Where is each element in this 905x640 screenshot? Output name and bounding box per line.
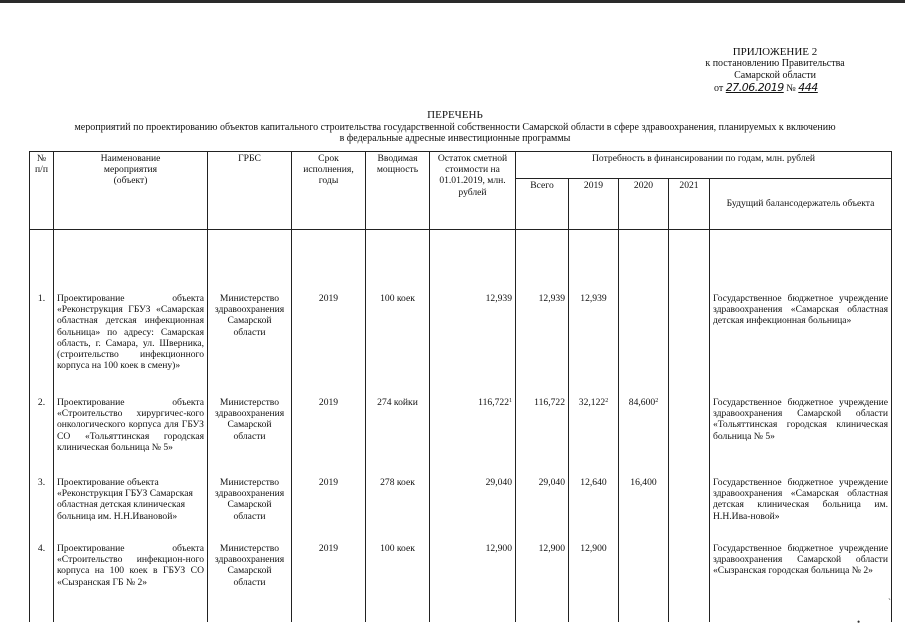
col-header-num: № п/п [30,152,54,230]
row-term: 2019 [292,292,366,396]
col-header-total: Всего [516,179,569,230]
row-remain: 29,040 [430,476,516,542]
col-header-name-2: мероприятия [103,164,158,176]
appendix-date-line [690,82,860,95]
row-2021 [669,542,710,622]
appendix-number-label: № [786,83,796,94]
appendix-from: от [714,83,724,94]
row-num: 4. [30,542,54,622]
row-2020: 16,400 [619,476,669,542]
appendix-line-3: Самарской области [734,70,816,81]
row-capacity: 274 койки [366,396,430,476]
col-header-holder: Будущий балансодержатель объекта [710,179,892,230]
row-capacity: 100 коек [366,542,430,622]
table-row [30,476,892,542]
row-term: 2019 [292,476,366,542]
row-total: 116,722 [516,396,569,476]
col-header-2020: 2020 [619,179,669,230]
row-name: Проектирование объекта «Строительство хирургичес-кого онкологического корпуса для ГБУЗ СО «Тольяттинская городская клиническая больница № 5» [54,396,208,476]
document-title [40,110,870,144]
row-name: Проектирование объекта «Строительство инфекцион-ного корпуса на 100 коек в ГБУЗ СО «Сызранская ГБ № 2» [54,542,208,622]
col-header-term: Срок исполнения, годы [292,152,366,230]
row-num: 3. [30,476,54,542]
col-header-2021: 2021 [669,179,710,230]
row-2020 [619,542,669,622]
col-header-2019: 2019 [569,179,619,230]
table-row [30,292,892,396]
title-line-2: в федеральные адресные инвестиционные программы [339,133,571,144]
row-2021 [669,396,710,476]
row-term: 2019 [292,542,366,622]
row-2019: 12,939 [569,292,619,396]
appendix-date: 27.06.2019 [725,81,784,94]
col-header-name-1: Наименование [100,153,161,164]
scan-top-border [0,0,905,3]
row-capacity: 278 коек [366,476,430,542]
scan-dot: • [857,617,861,627]
row-num: 1. [30,292,54,396]
row-holder: Государственное бюджетное учреждение здравоохранения Самарской области «Тольяттинская городская клиническая больница № 5» [710,396,892,476]
appendix-number: 444 [798,81,818,94]
title-heading: ПЕРЕЧЕНЬ [427,109,483,121]
row-remain: 12,939 [430,292,516,396]
row-holder: Государственное бюджетное учреждение здравоохранения «Самарская областная детская клиническая больница им. Н.Н.Ива-новой» [710,476,892,542]
row-2019: 12,900 [569,542,619,622]
col-header-grbs: ГРБС [208,152,292,230]
row-holder: Государственное бюджетное учреждение здравоохранения Самарской области «Сызранская городская больница № 2» [710,542,892,622]
row-name: Проектирование объекта «Реконструкция ГБУЗ «Самарская областная детская инфекционная больница» по адресу: Самарская область, г. Самара, ул. Шверника, (строительство инфекционного корпуса на 100 коек в смену)» [54,292,208,396]
row-2020 [619,292,669,396]
row-total: 12,939 [516,292,569,396]
row-num: 2. [30,396,54,476]
row-2021 [669,476,710,542]
col-header-need: Потребность в финансировании по годам, млн. рублей [516,152,892,179]
row-grbs: Министерство здравоохранения Самарской области [208,542,292,622]
appendix-block [690,46,860,95]
row-name: Проектирование объекта «Реконструкция ГБУЗ Самарская областная детская клиническая больница им. Н.Н.Ивановой» [54,476,208,542]
appendix-line-2: к постановлению Правительства [705,58,845,69]
table-row [30,542,892,622]
row-term: 2019 [292,396,366,476]
row-2019: 32,122$^2$ [569,396,619,476]
row-remain: 12,900 [430,542,516,622]
row-2019: 12,640 [569,476,619,542]
row-2020: 84,600$^2$ [619,396,669,476]
col-header-capacity: Вводимая мощность [366,152,430,230]
col-header-name [54,152,208,230]
col-header-remain: Остаток сметной стоимости на 01.01.2019, млн. рублей [430,152,516,230]
col-header-name-3: (объект) [113,175,148,187]
row-2021 [669,292,710,396]
table-row [30,396,892,476]
title-line-1: мероприятий по проектированию объектов капитального строительства государственной собственности Самарской области в сфере здравоохранения, планируемых к включению [74,122,836,133]
row-total: 29,040 [516,476,569,542]
table-gap [30,230,892,293]
row-capacity: 100 коек [366,292,430,396]
row-grbs: Министерство здравоохранения Самарской области [208,476,292,542]
row-total: 12,900 [516,542,569,622]
row-grbs: Министерство здравоохранения Самарской области [208,396,292,476]
row-holder: Государственное бюджетное учреждение здравоохранения «Самарская областная детская инфекционная больница» [710,292,892,396]
row-grbs: Министерство здравоохранения Самарской области [208,292,292,396]
events-table [29,151,892,622]
row-remain: 116,722$^1$ [430,396,516,476]
scan-speck: ˋ [888,597,891,607]
appendix-title: ПРИЛОЖЕНИЕ 2 [732,46,818,58]
